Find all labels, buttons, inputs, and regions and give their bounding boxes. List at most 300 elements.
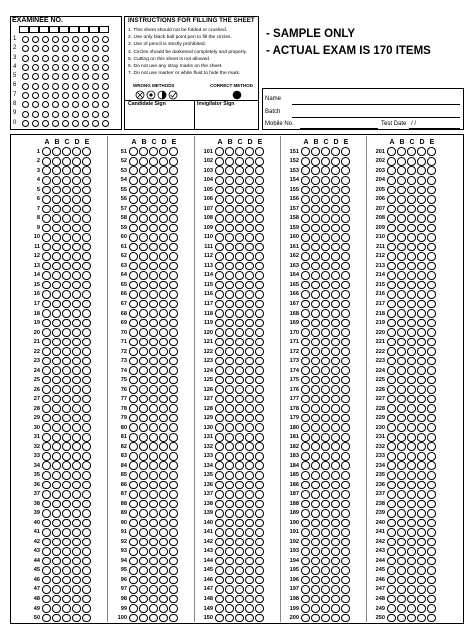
examinee-bubble[interactable] [62, 73, 69, 80]
answer-bubble[interactable] [169, 366, 178, 375]
answer-bubble[interactable] [311, 157, 320, 166]
answer-bubble[interactable] [215, 195, 224, 204]
answer-bubble[interactable] [149, 604, 158, 613]
answer-bubble[interactable] [397, 490, 406, 499]
answer-bubble[interactable] [62, 290, 71, 299]
examinee-bubble[interactable] [72, 36, 79, 43]
answer-bubble[interactable] [225, 233, 234, 242]
answer-bubble[interactable] [255, 595, 264, 604]
answer-bubble[interactable] [62, 214, 71, 223]
examinee-bubble[interactable] [52, 45, 59, 52]
examinee-bubble[interactable] [42, 92, 49, 99]
answer-bubble[interactable] [225, 528, 234, 537]
answer-bubble[interactable] [139, 604, 148, 613]
examinee-bubble[interactable] [32, 120, 39, 127]
examinee-bubble[interactable] [22, 55, 29, 62]
answer-bubble[interactable] [225, 195, 234, 204]
examinee-digit-cell[interactable] [59, 26, 69, 33]
answer-bubble[interactable] [331, 166, 340, 175]
answer-bubble[interactable] [407, 490, 416, 499]
answer-bubble[interactable] [82, 300, 91, 309]
answer-bubble[interactable] [341, 519, 350, 528]
answer-bubble[interactable] [62, 186, 71, 195]
answer-bubble[interactable] [301, 309, 310, 318]
answer-bubble[interactable] [417, 357, 426, 366]
answer-bubble[interactable] [387, 538, 396, 547]
answer-bubble[interactable] [82, 243, 91, 252]
answer-bubble[interactable] [311, 461, 320, 470]
answer-bubble[interactable] [225, 490, 234, 499]
answer-bubble[interactable] [331, 500, 340, 509]
answer-bubble[interactable] [331, 176, 340, 185]
answer-bubble[interactable] [321, 233, 330, 242]
answer-bubble[interactable] [255, 385, 264, 394]
answer-bubble[interactable] [82, 414, 91, 423]
examinee-bubble[interactable] [72, 64, 79, 71]
answer-bubble[interactable] [129, 433, 138, 442]
answer-bubble[interactable] [42, 233, 51, 242]
answer-bubble[interactable] [235, 519, 244, 528]
examinee-bubble[interactable] [32, 64, 39, 71]
answer-bubble[interactable] [311, 290, 320, 299]
answer-bubble[interactable] [225, 176, 234, 185]
answer-bubble[interactable] [159, 557, 168, 566]
answer-bubble[interactable] [341, 414, 350, 423]
answer-bubble[interactable] [42, 576, 51, 585]
answer-bubble[interactable] [42, 224, 51, 233]
answer-bubble[interactable] [301, 224, 310, 233]
answer-bubble[interactable] [311, 338, 320, 347]
answer-bubble[interactable] [407, 376, 416, 385]
answer-bubble[interactable] [311, 385, 320, 394]
answer-bubble[interactable] [169, 604, 178, 613]
answer-bubble[interactable] [42, 243, 51, 252]
answer-bubble[interactable] [129, 461, 138, 470]
answer-bubble[interactable] [387, 481, 396, 490]
answer-bubble[interactable] [301, 433, 310, 442]
answer-bubble[interactable] [42, 595, 51, 604]
mobile-line[interactable] [300, 128, 378, 129]
answer-bubble[interactable] [225, 585, 234, 594]
answer-bubble[interactable] [397, 547, 406, 556]
answer-bubble[interactable] [215, 366, 224, 375]
answer-bubble[interactable] [301, 214, 310, 223]
answer-bubble[interactable] [82, 395, 91, 404]
answer-bubble[interactable] [331, 414, 340, 423]
answer-bubble[interactable] [255, 509, 264, 518]
answer-bubble[interactable] [72, 262, 81, 271]
answer-bubble[interactable] [387, 500, 396, 509]
answer-bubble[interactable] [129, 157, 138, 166]
answer-bubble[interactable] [387, 566, 396, 575]
examinee-digit-cell[interactable] [39, 26, 49, 33]
answer-bubble[interactable] [215, 452, 224, 461]
answer-bubble[interactable] [397, 385, 406, 394]
answer-bubble[interactable] [397, 452, 406, 461]
answer-bubble[interactable] [387, 461, 396, 470]
answer-bubble[interactable] [417, 538, 426, 547]
answer-bubble[interactable] [417, 500, 426, 509]
answer-bubble[interactable] [215, 557, 224, 566]
answer-bubble[interactable] [301, 366, 310, 375]
answer-bubble[interactable] [245, 176, 254, 185]
answer-bubble[interactable] [72, 214, 81, 223]
answer-bubble[interactable] [235, 281, 244, 290]
answer-bubble[interactable] [387, 243, 396, 252]
answer-bubble[interactable] [397, 205, 406, 214]
answer-bubble[interactable] [235, 547, 244, 556]
answer-bubble[interactable] [417, 481, 426, 490]
answer-bubble[interactable] [341, 176, 350, 185]
answer-bubble[interactable] [255, 186, 264, 195]
answer-bubble[interactable] [427, 195, 436, 204]
answer-bubble[interactable] [387, 490, 396, 499]
answer-bubble[interactable] [149, 547, 158, 556]
answer-bubble[interactable] [215, 519, 224, 528]
answer-bubble[interactable] [427, 585, 436, 594]
answer-bubble[interactable] [321, 186, 330, 195]
answer-bubble[interactable] [62, 176, 71, 185]
answer-bubble[interactable] [52, 300, 61, 309]
answer-bubble[interactable] [159, 414, 168, 423]
answer-bubble[interactable] [245, 195, 254, 204]
answer-bubble[interactable] [397, 595, 406, 604]
answer-bubble[interactable] [407, 262, 416, 271]
answer-bubble[interactable] [321, 557, 330, 566]
answer-bubble[interactable] [301, 176, 310, 185]
answer-bubble[interactable] [245, 509, 254, 518]
answer-bubble[interactable] [301, 481, 310, 490]
answer-bubble[interactable] [255, 547, 264, 556]
answer-bubble[interactable] [82, 557, 91, 566]
answer-bubble[interactable] [235, 186, 244, 195]
answer-bubble[interactable] [311, 147, 320, 156]
answer-bubble[interactable] [311, 509, 320, 518]
examinee-bubble[interactable] [72, 92, 79, 99]
answer-bubble[interactable] [159, 461, 168, 470]
answer-bubble[interactable] [387, 309, 396, 318]
answer-bubble[interactable] [159, 585, 168, 594]
answer-bubble[interactable] [42, 404, 51, 413]
answer-bubble[interactable] [397, 347, 406, 356]
answer-bubble[interactable] [72, 604, 81, 613]
answer-bubble[interactable] [321, 395, 330, 404]
answer-bubble[interactable] [311, 271, 320, 280]
answer-bubble[interactable] [255, 414, 264, 423]
answer-bubble[interactable] [159, 290, 168, 299]
answer-bubble[interactable] [129, 309, 138, 318]
answer-bubble[interactable] [235, 214, 244, 223]
answer-bubble[interactable] [417, 595, 426, 604]
answer-bubble[interactable] [407, 395, 416, 404]
answer-bubble[interactable] [215, 404, 224, 413]
answer-bubble[interactable] [341, 423, 350, 432]
answer-bubble[interactable] [235, 461, 244, 470]
answer-bubble[interactable] [245, 519, 254, 528]
answer-bubble[interactable] [215, 338, 224, 347]
answer-bubble[interactable] [417, 366, 426, 375]
examinee-bubble[interactable] [32, 92, 39, 99]
answer-bubble[interactable] [149, 309, 158, 318]
answer-bubble[interactable] [159, 338, 168, 347]
answer-bubble[interactable] [427, 509, 436, 518]
answer-bubble[interactable] [139, 442, 148, 451]
answer-bubble[interactable] [82, 376, 91, 385]
answer-bubble[interactable] [169, 557, 178, 566]
answer-bubble[interactable] [245, 471, 254, 480]
answer-bubble[interactable] [245, 576, 254, 585]
answer-bubble[interactable] [62, 509, 71, 518]
answer-bubble[interactable] [407, 309, 416, 318]
answer-bubble[interactable] [387, 338, 396, 347]
answer-bubble[interactable] [245, 252, 254, 261]
answer-bubble[interactable] [387, 347, 396, 356]
answer-bubble[interactable] [311, 347, 320, 356]
answer-bubble[interactable] [139, 166, 148, 175]
answer-bubble[interactable] [341, 509, 350, 518]
answer-bubble[interactable] [331, 262, 340, 271]
answer-bubble[interactable] [52, 557, 61, 566]
answer-bubble[interactable] [82, 290, 91, 299]
answer-bubble[interactable] [139, 576, 148, 585]
answer-bubble[interactable] [341, 319, 350, 328]
answer-bubble[interactable] [52, 205, 61, 214]
answer-bubble[interactable] [149, 262, 158, 271]
answer-bubble[interactable] [245, 300, 254, 309]
answer-bubble[interactable] [427, 576, 436, 585]
answer-bubble[interactable] [52, 433, 61, 442]
answer-bubble[interactable] [311, 233, 320, 242]
answer-bubble[interactable] [159, 509, 168, 518]
answer-bubble[interactable] [387, 233, 396, 242]
answer-bubble[interactable] [397, 500, 406, 509]
answer-bubble[interactable] [139, 557, 148, 566]
examinee-bubble[interactable] [72, 111, 79, 118]
answer-bubble[interactable] [397, 585, 406, 594]
examinee-bubble[interactable] [72, 120, 79, 127]
answer-bubble[interactable] [139, 404, 148, 413]
answer-bubble[interactable] [397, 366, 406, 375]
answer-bubble[interactable] [62, 262, 71, 271]
answer-bubble[interactable] [62, 319, 71, 328]
answer-bubble[interactable] [129, 595, 138, 604]
answer-bubble[interactable] [159, 357, 168, 366]
examinee-bubble[interactable] [102, 45, 109, 52]
answer-bubble[interactable] [331, 243, 340, 252]
answer-bubble[interactable] [387, 385, 396, 394]
answer-bubble[interactable] [139, 585, 148, 594]
answer-bubble[interactable] [417, 186, 426, 195]
answer-bubble[interactable] [301, 576, 310, 585]
answer-bubble[interactable] [129, 262, 138, 271]
answer-bubble[interactable] [387, 557, 396, 566]
answer-bubble[interactable] [417, 547, 426, 556]
answer-bubble[interactable] [235, 319, 244, 328]
examinee-digit-cell[interactable] [19, 26, 29, 33]
answer-bubble[interactable] [72, 147, 81, 156]
answer-bubble[interactable] [169, 452, 178, 461]
answer-bubble[interactable] [82, 423, 91, 432]
answer-bubble[interactable] [52, 243, 61, 252]
answer-bubble[interactable] [321, 414, 330, 423]
answer-bubble[interactable] [215, 205, 224, 214]
answer-bubble[interactable] [159, 300, 168, 309]
answer-bubble[interactable] [397, 528, 406, 537]
answer-bubble[interactable] [397, 471, 406, 480]
answer-bubble[interactable] [62, 547, 71, 556]
answer-bubble[interactable] [129, 224, 138, 233]
answer-bubble[interactable] [62, 281, 71, 290]
answer-bubble[interactable] [235, 147, 244, 156]
examinee-bubble[interactable] [102, 55, 109, 62]
answer-bubble[interactable] [215, 328, 224, 337]
examinee-bubble[interactable] [52, 120, 59, 127]
answer-bubble[interactable] [52, 186, 61, 195]
examinee-bubble[interactable] [92, 73, 99, 80]
answer-bubble[interactable] [149, 452, 158, 461]
answer-bubble[interactable] [417, 576, 426, 585]
answer-bubble[interactable] [341, 233, 350, 242]
answer-bubble[interactable] [129, 233, 138, 242]
answer-bubble[interactable] [52, 528, 61, 537]
answer-bubble[interactable] [215, 614, 224, 623]
answer-bubble[interactable] [139, 461, 148, 470]
answer-bubble[interactable] [235, 557, 244, 566]
answer-bubble[interactable] [255, 328, 264, 337]
answer-bubble[interactable] [149, 214, 158, 223]
answer-bubble[interactable] [235, 490, 244, 499]
examinee-bubble[interactable] [82, 101, 89, 108]
answer-bubble[interactable] [82, 490, 91, 499]
answer-bubble[interactable] [82, 186, 91, 195]
answer-bubble[interactable] [139, 471, 148, 480]
answer-bubble[interactable] [331, 300, 340, 309]
answer-bubble[interactable] [301, 557, 310, 566]
answer-bubble[interactable] [42, 281, 51, 290]
answer-bubble[interactable] [215, 566, 224, 575]
answer-bubble[interactable] [387, 595, 396, 604]
answer-bubble[interactable] [321, 366, 330, 375]
answer-bubble[interactable] [225, 414, 234, 423]
answer-bubble[interactable] [42, 347, 51, 356]
answer-bubble[interactable] [62, 433, 71, 442]
answer-bubble[interactable] [169, 243, 178, 252]
answer-bubble[interactable] [397, 281, 406, 290]
answer-bubble[interactable] [82, 547, 91, 556]
answer-bubble[interactable] [245, 262, 254, 271]
answer-bubble[interactable] [159, 176, 168, 185]
answer-bubble[interactable] [225, 461, 234, 470]
answer-bubble[interactable] [42, 481, 51, 490]
answer-bubble[interactable] [417, 205, 426, 214]
answer-bubble[interactable] [301, 604, 310, 613]
answer-bubble[interactable] [149, 300, 158, 309]
answer-bubble[interactable] [417, 271, 426, 280]
answer-bubble[interactable] [245, 328, 254, 337]
answer-bubble[interactable] [255, 338, 264, 347]
answer-bubble[interactable] [225, 538, 234, 547]
answer-bubble[interactable] [321, 547, 330, 556]
answer-bubble[interactable] [159, 157, 168, 166]
answer-bubble[interactable] [159, 519, 168, 528]
answer-bubble[interactable] [407, 290, 416, 299]
answer-bubble[interactable] [225, 376, 234, 385]
answer-bubble[interactable] [311, 452, 320, 461]
examinee-bubble[interactable] [62, 36, 69, 43]
answer-bubble[interactable] [417, 557, 426, 566]
answer-bubble[interactable] [139, 509, 148, 518]
answer-bubble[interactable] [427, 519, 436, 528]
answer-bubble[interactable] [139, 357, 148, 366]
answer-bubble[interactable] [407, 205, 416, 214]
answer-bubble[interactable] [397, 243, 406, 252]
answer-bubble[interactable] [387, 357, 396, 366]
answer-bubble[interactable] [255, 176, 264, 185]
answer-bubble[interactable] [341, 500, 350, 509]
examinee-bubble[interactable] [32, 111, 39, 118]
answer-bubble[interactable] [52, 328, 61, 337]
answer-bubble[interactable] [72, 347, 81, 356]
answer-bubble[interactable] [169, 214, 178, 223]
answer-bubble[interactable] [397, 614, 406, 623]
answer-bubble[interactable] [321, 176, 330, 185]
answer-bubble[interactable] [417, 262, 426, 271]
answer-bubble[interactable] [149, 233, 158, 242]
answer-bubble[interactable] [341, 224, 350, 233]
answer-bubble[interactable] [301, 243, 310, 252]
answer-bubble[interactable] [62, 519, 71, 528]
answer-bubble[interactable] [341, 461, 350, 470]
answer-bubble[interactable] [225, 595, 234, 604]
answer-bubble[interactable] [159, 166, 168, 175]
answer-bubble[interactable] [331, 481, 340, 490]
examinee-bubble[interactable] [52, 64, 59, 71]
answer-bubble[interactable] [149, 423, 158, 432]
answer-bubble[interactable] [245, 442, 254, 451]
answer-bubble[interactable] [321, 404, 330, 413]
answer-bubble[interactable] [407, 338, 416, 347]
answer-bubble[interactable] [169, 176, 178, 185]
answer-bubble[interactable] [215, 347, 224, 356]
answer-bubble[interactable] [235, 538, 244, 547]
examinee-bubble[interactable] [52, 55, 59, 62]
answer-bubble[interactable] [427, 433, 436, 442]
answer-bubble[interactable] [169, 205, 178, 214]
answer-bubble[interactable] [301, 500, 310, 509]
answer-bubble[interactable] [62, 528, 71, 537]
answer-bubble[interactable] [427, 205, 436, 214]
answer-bubble[interactable] [149, 528, 158, 537]
answer-bubble[interactable] [417, 442, 426, 451]
answer-bubble[interactable] [321, 376, 330, 385]
answer-bubble[interactable] [159, 423, 168, 432]
answer-bubble[interactable] [387, 423, 396, 432]
answer-bubble[interactable] [169, 290, 178, 299]
answer-bubble[interactable] [255, 166, 264, 175]
answer-bubble[interactable] [245, 366, 254, 375]
answer-bubble[interactable] [321, 214, 330, 223]
answer-bubble[interactable] [417, 243, 426, 252]
answer-bubble[interactable] [42, 147, 51, 156]
answer-bubble[interactable] [407, 557, 416, 566]
answer-bubble[interactable] [245, 347, 254, 356]
answer-bubble[interactable] [62, 205, 71, 214]
answer-bubble[interactable] [215, 319, 224, 328]
answer-bubble[interactable] [42, 538, 51, 547]
answer-bubble[interactable] [159, 147, 168, 156]
answer-bubble[interactable] [62, 452, 71, 461]
answer-bubble[interactable] [397, 214, 406, 223]
